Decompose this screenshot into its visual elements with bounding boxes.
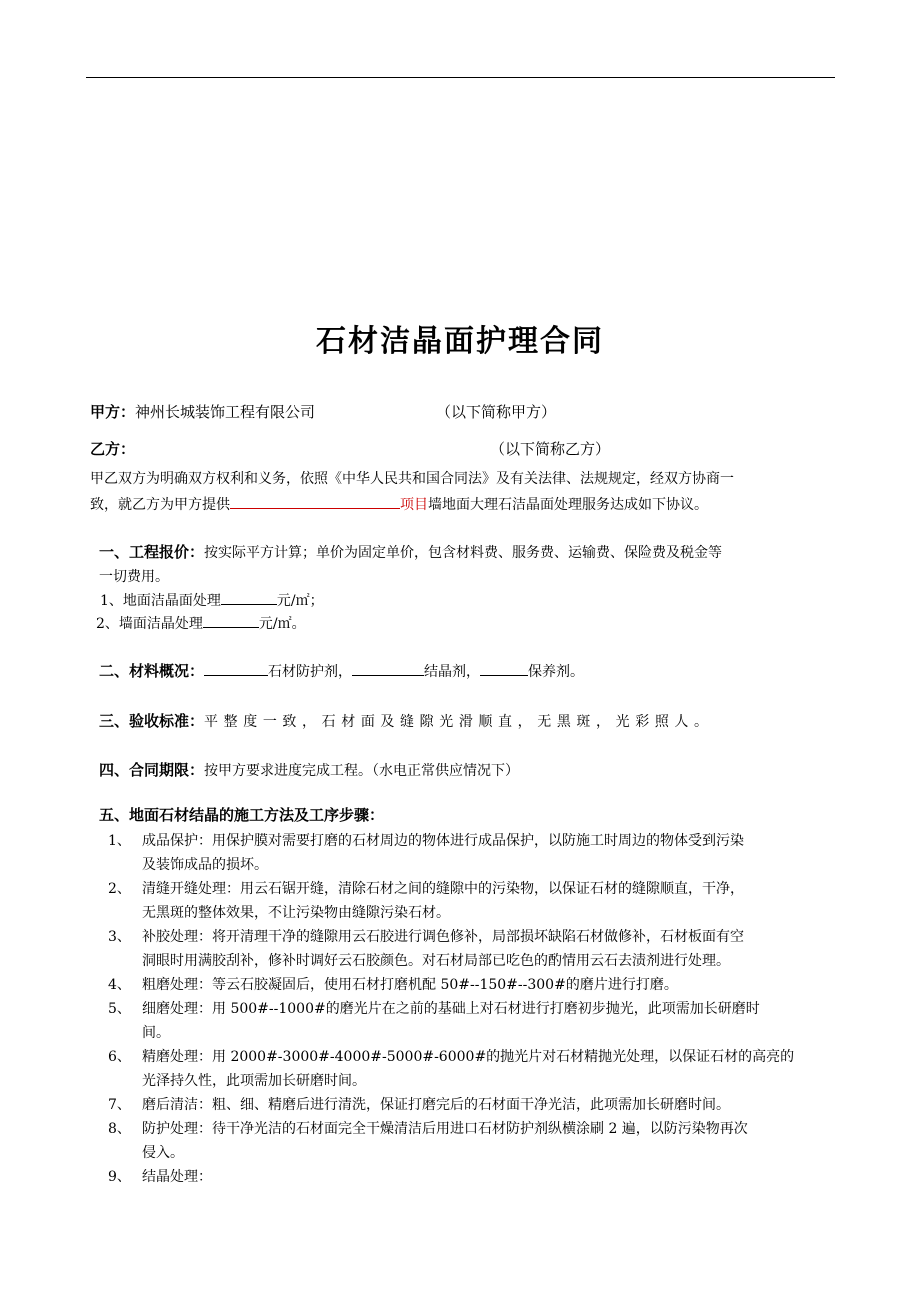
step-number: 3、 [108,929,131,945]
step-body [142,973,842,997]
material-maintainer: 保养剂。 [528,664,585,680]
party-b-label: 乙方： [90,440,136,458]
step-text-line: 结晶处理： [142,1169,212,1185]
party-b-line [90,438,135,459]
step-text-line: 洞眼时用满胶刮补，修补时调好云石胶颜色。对石材局部已吃色的酌情用云石去渍剂进行处理。 [142,953,730,969]
party-b-alias: （以下简称乙方） [490,440,611,458]
price-item-2 [96,613,306,633]
intro-project: 项目 [400,497,428,513]
section-1-heading: 一、工程报价： [99,543,205,561]
material-crystallizer: 结晶剂， [424,664,481,680]
step-text-line: 粗磨处理：等云石胶凝固后，使用石材打磨机配 50#--150#--300#的磨片进行打磨。 [142,977,678,993]
section-1-line-2: 一切费用。 [99,569,169,585]
protectant-blank[interactable] [204,661,268,676]
wall-price-blank[interactable] [203,613,259,628]
step-text-line: 补胶处理：将开清理干净的缝隙用云石胶进行调色修补，局部损坏缺陷石材做修补，石材板面有空 [142,929,744,945]
floor-price-blank[interactable] [221,590,277,605]
section-3-text: 平整度一致，石材面及缝隙光滑顺直，无黑斑，光彩照人。 [204,714,714,730]
maintainer-blank[interactable] [480,661,528,676]
step-number: 1、 [108,833,131,849]
step-text-line: 清缝开缝处理：用云石锯开缝，清除石材之间的缝隙中的污染物，以保证石材的缝隙顺直，干净， [142,881,744,897]
step-number: 8、 [108,1121,131,1137]
price-item-2-label: 2、墙面洁晶处理 [96,616,203,632]
step-text-line: 精磨处理：用 2000#-3000#-4000#-5000#-6000#的抛光片对石材精抛光处理，以保证石材的高亮的 [142,1049,795,1065]
step-text-line: 无黑斑的整体效果，不让污染物由缝隙污染石材。 [142,905,450,921]
step-text-line: 间。 [142,1025,170,1041]
party-a-line [90,401,315,422]
section-5-heading: 五、地面石材结晶的施工方法及工序步骤： [99,806,385,824]
step-body [142,1165,842,1189]
party-a-name: 神州长城装饰工程有限公司 [135,403,316,421]
step-text-line: 及装饰成品的损坏。 [142,857,268,873]
intro-line-1: 甲乙双方为明确双方权利和义务，依照《中华人民共和国合同法》及有关法律、法规规定，经双方协商一 [90,471,734,487]
step-text-line: 侵入。 [142,1145,184,1161]
section-3-line [99,710,714,731]
price-item-2-unit: 元/㎡。 [258,616,306,632]
step-body [142,877,842,925]
crystallizer-blank[interactable] [352,661,424,676]
step-body [142,1117,842,1165]
price-item-1 [100,590,324,610]
step-text-line: 防护处理：待干净光洁的石材面完全干燥清洁后用进口石材防护剂纵横涂刷 2 遍，以防污染物再次 [142,1121,748,1137]
step-number: 4、 [108,977,131,993]
section-4-heading: 四、合同期限： [99,761,205,779]
step-body [142,829,842,877]
intro-suffix: 墙地面大理石洁晶面处理服务达成如下协议。 [428,497,708,513]
step-text-line: 成品保护：用保护膜对需要打磨的石材周边的物体进行成品保护，以防施工时周边的物体受到污染 [142,833,744,849]
party-a-label: 甲方： [90,403,136,421]
section-3-heading: 三、验收标准： [99,712,205,730]
section-4-text: 按甲方要求进度完成工程。（水电正常供应情况下） [204,763,520,779]
step-text-line: 细磨处理：用 500#--1000#的磨光片在之前的基础上对石材进行打磨初步抛光，此项需加长研磨时 [142,1001,760,1017]
section-1-line-1 [99,541,722,562]
header-rule [86,77,835,78]
material-protectant: 石材防护剂， [268,664,353,680]
document-title: 石材洁晶面护理合同 [316,324,604,359]
section-4-line [99,759,519,780]
party-a-alias: （以下简称甲方） [436,403,557,421]
step-text-line: 磨后清洁：粗、细、精磨后进行清洗，保证打磨完后的石材面干净光洁，此项需加长研磨时间。 [142,1097,730,1113]
step-body [142,1093,842,1117]
step-text-line: 光泽持久性，此项需加长研磨时间。 [142,1073,366,1089]
section-2-line [99,660,584,681]
step-body [142,997,842,1045]
step-number: 9、 [108,1169,131,1185]
intro-line-2 [90,494,708,514]
intro-prefix: 致，就乙方为甲方提供 [90,497,230,513]
step-number: 5、 [108,1001,131,1017]
step-number: 7、 [108,1097,131,1113]
step-number: 6、 [108,1049,131,1065]
project-name-blank[interactable] [230,494,400,509]
step-number: 2、 [108,881,131,897]
step-body [142,1045,842,1093]
price-item-1-label: 1、地面洁晶面处理 [100,593,221,609]
step-body [142,925,842,973]
price-item-1-unit: 元/㎡； [276,593,324,609]
section-2-heading: 二、材料概况： [99,662,205,680]
section-1-text: 按实际平方计算；单价为固定单价，包含材料费、服务费、运输费、保险费及税金等 [204,545,723,561]
